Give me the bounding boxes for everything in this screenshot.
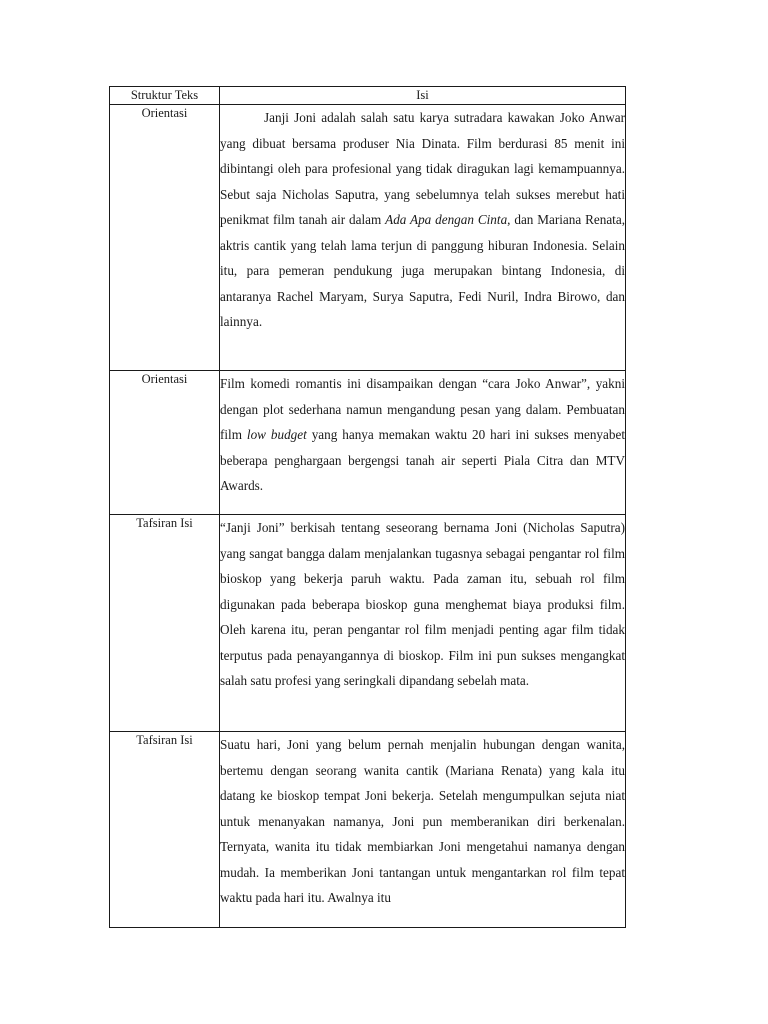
header-isi: Isi [220,87,626,105]
table-row [110,515,626,732]
paragraph: Suatu hari, Joni yang belum pernah menjalin hubungan dengan wanita, bertemu dengan seorang wanita cantik (Mariana Renata) yang kala itu datang ke bioskop tempat Joni bekerja. Setelah mengumpulkan sejuta niat untuk menanyakan namanya, Joni pun memberanikan diri berkenalan. Ternyata, wanita itu tidak membiarkan Joni mengetahui namanya dengan mudah. Ia memberikan Joni tantangan untuk mengantarkan rol film tepat waktu pada hari itu. Awalnya itu [220,737,625,905]
text-segment: Film komedi romantis ini disampaikan dengan “cara Joko Anwar”, yakni dengan plot sederhana namun mengandung pesan yang dalam. Pembuatan film [220,376,625,442]
italic-term: low budget [246,427,307,442]
paragraph [220,371,625,499]
row-content [220,732,626,928]
row-content [220,105,626,371]
row-content [220,515,626,732]
text-structure-table [109,86,626,928]
italic-title: Ada Apa dengan Cinta [385,212,508,227]
row-label: Orientasi [110,371,220,515]
paragraph: “Janji Joni” berkisah tentang seseorang bernama Joni (Nicholas Saputra) yang sangat bangga dalam menjalankan tugasnya sebagai pengantar rol film bioskop yang bekerja paruh waktu. Pada zaman itu, sebuah rol film digunakan pada beberapa bioskop guna menghemat biaya produksi film. Oleh karena itu, peran pengantar rol film menjadi penting agar film tidak terputus pada penayangannya di bioskop. Film ini pun sukses mengangkat salah satu profesi yang seringkali dipandang sebelah mata. [220,520,625,688]
header-struktur-teks: Struktur Teks [110,87,220,105]
table-row [110,732,626,928]
text-segment: , dan Mariana Renata, aktris cantik yang telah lama terjun di panggung hiburan Indonesia. Selain itu, para pemeran pendukung juga merupakan bintang Indonesia, di antaranya Rachel Maryam, Surya Saputra, Fedi Nuril, Indra Birowo, dan lainnya. [220,212,625,329]
text-segment: Janji Joni adalah salah satu karya sutradara kawakan Joko Anwar yang dibuat bersama produser Nia Dinata. Film berdurasi 85 menit ini dibintangi oleh para profesional yang tidak diragukan lagi kemampuannya. Sebut saja Nicholas Saputra, yang sebelumnya telah sukses merebut hati penikmat film tanah air dalam [220,110,625,227]
table-row [110,371,626,515]
row-label: Tafsiran Isi [110,732,220,928]
row-label: Orientasi [110,105,220,371]
row-label: Tafsiran Isi [110,515,220,732]
table-header-row [110,87,626,105]
text-segment: yang hanya memakan waktu 20 hari ini sukses menyabet beberapa penghargaan bergengsi tanah air seperti Piala Citra dan MTV Awards. [220,427,625,493]
table-row [110,105,626,371]
row-content [220,371,626,515]
paragraph [220,105,625,335]
